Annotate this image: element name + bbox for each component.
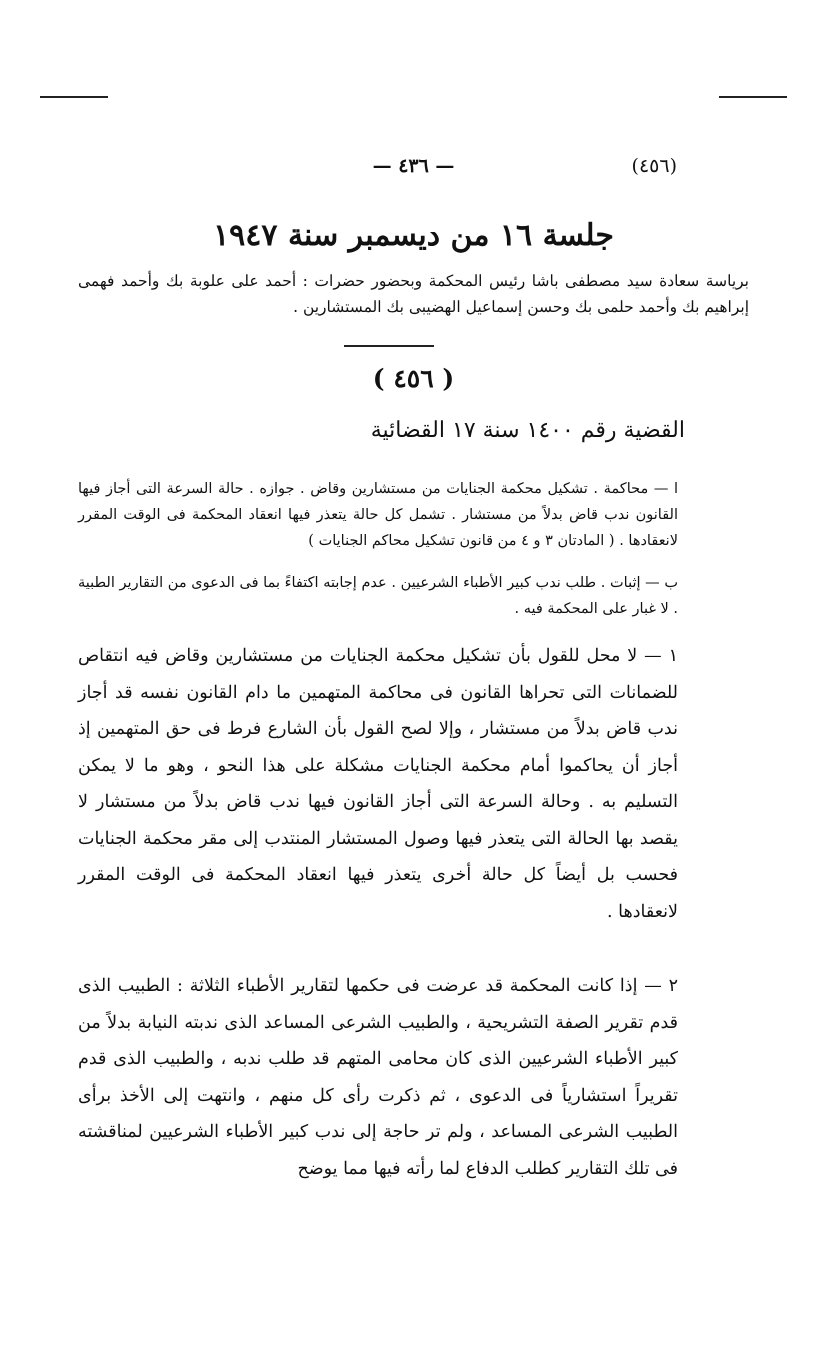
corner-rule-left [40,96,108,98]
presidency-text: برياسة سعادة سيد مصطفى باشا رئيس المحكمة وبحضور حضرات : أحمد على علوبة بك وأحمد فهمى إبراهيم بك وأحمد حلمى بك وحسن إسماعيل الهضيبى بك المستشارين . [78,272,749,316]
case-number: ( ٤٥٦ ) [372,364,455,393]
summary-a: ا — محاكمة . تشكيل محكمة الجنايات من مستشارين وقاض . جوازه . حالة السرعة التى أجاز فيها القانون ندب قاض بدلاً من مستشار . تشمل كل حالة يتعذر فيها انعقاد المحكمة فى الوقت المقرر لانعقادها . ( المادتان ٣ و ٤ من قانون تشكيل محاكم الجنايات ) [78,481,678,549]
page-number: — ٤٣٦ — [372,155,455,177]
session-title: جلسة ١٦ من ديسمبر سنة ١٩٤٧ [213,218,614,253]
summary-b: ب — إثبات . طلب ندب كبير الأطباء الشرعيين . عدم إجابته اكتفاءً بما فى الدعوى من التقارير الطبية . لا غبار على المحكمة فيه . [78,575,678,617]
corner-rule-right [719,96,787,98]
paragraph-1: ١ — لا محل للقول بأن تشكيل محكمة الجنايات من مستشارين وقاض فيه انتقاص للضمانات التى تحراها القانون فى محاكمة المتهمين ما دام القانون نفسه قد أجاز ندب قاض بدلاً من مستشار ، وإلا لصح القول بأن الشارع فرط فى حق المتهمين إذ أجاز أن يحاكموا أمام محكمة الجنايات مشكلة على هذا النحو ، وهو ما لا يمكن التسليم به . وحالة السرعة التى أجاز القانون فيها ندب قاض بدلاً من مستشار لا يقصد بها الحالة التى يتعذر فيها وصول المستشار المنتدب إلى مقر محكمة الجنايات فحسب بل أيضاً كل حالة أخرى يتعذر فيها انعقاد المحكمة فى الوقت المقرر لانعقادها . [78,646,678,922]
paragraph-2: ٢ — إذا كانت المحكمة قد عرضت فى حكمها لتقارير الأطباء الثلاثة : الطبيب الذى قدم تقرير الصفة التشريحية ، والطبيب الشرعى المساعد الذى ندبته النيابة بدلاً من كبير الأطباء الشرعيين الذى كان محامى المتهم قد طلب ندبه ، والطبيب الذى قدم تقريراً استشارياً فى الدعوى ، ثم ذكرت رأى كل منهم ، وانتهت إلى الأخذ برأى الطبيب الشرعى المساعد ، ولم تر حاجة إلى ندب كبير الأطباء الشرعيين لمناقشته فى تلك التقارير كطلب الدفاع لما رأته فيها مما يوضح [78,976,678,1179]
section-divider [344,345,434,347]
case-number-header: (٤٥٦) [631,155,677,177]
case-reference: القضية رقم ١٤٠٠ سنة ١٧ القضائية [370,418,685,443]
